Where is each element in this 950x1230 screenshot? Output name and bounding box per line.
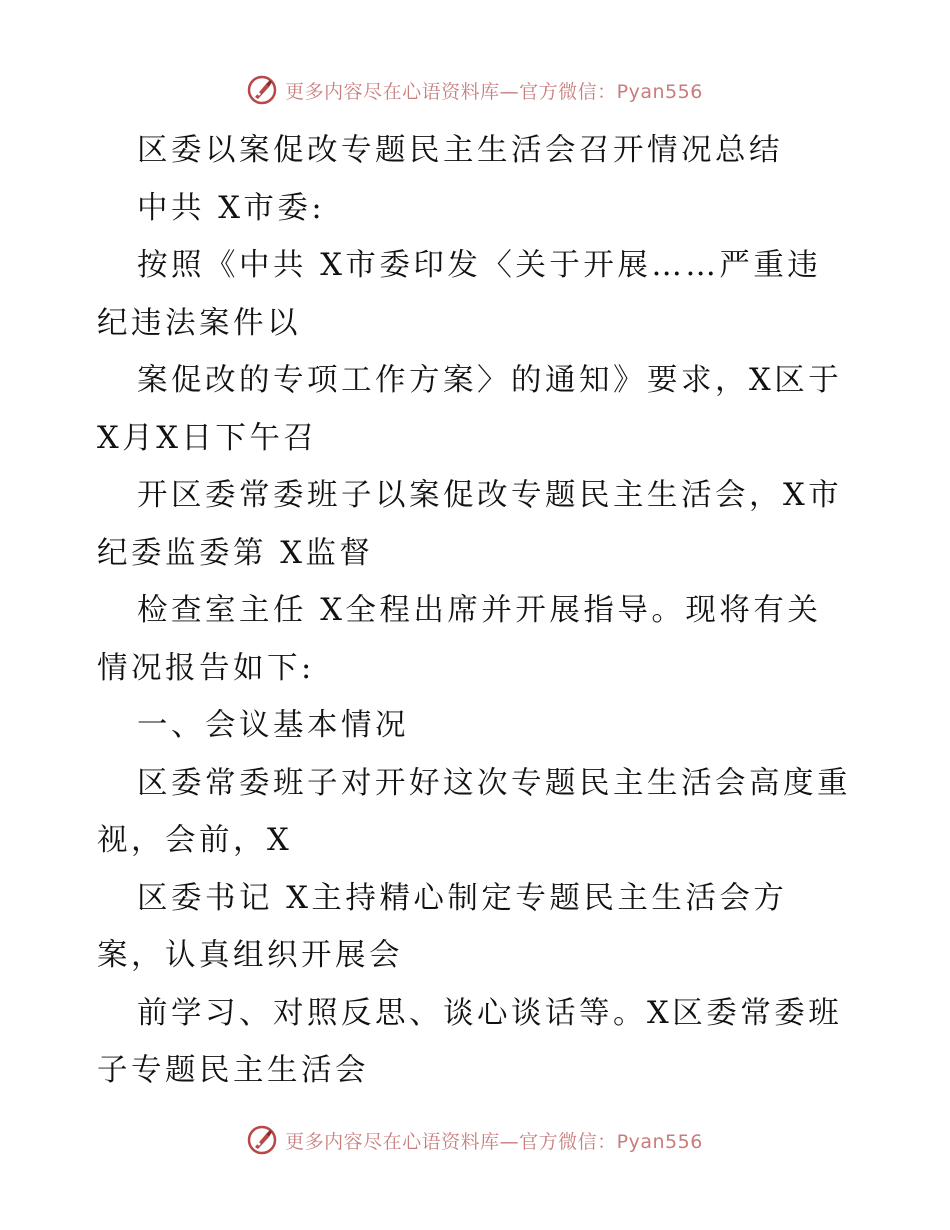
section-heading: 一、会议基本情况 (137, 708, 409, 743)
paragraph-line: 纪委监委第 X监督 (97, 535, 374, 571)
paragraph-line: 案促改的专项工作方案〉的通知》要求，X区于 (137, 363, 843, 398)
paragraph-line: 前学习、对照反思、谈心谈话等。X区委常委班 (137, 995, 843, 1031)
paragraph-line: 区委常委班子对开好这次专题民主生活会高度重 (137, 765, 851, 801)
paragraph-line: 区委书记 X主持精心制定专题民主生活会方 (137, 880, 788, 916)
salutation: 中共 X市委: (137, 190, 326, 226)
paragraph-line: 视，会前，X (97, 823, 293, 858)
document-body (97, 122, 857, 1100)
paragraph-line: 按照《中共 X市委印发〈关于开展……严重违 (137, 248, 822, 283)
watermark-text: 更多内容尽在心语资料库—官方微信：Pyan556 (285, 1130, 703, 1153)
paragraph-line: 情况报告如下: (97, 650, 315, 686)
pen-nib-logo-icon (247, 75, 277, 105)
paragraph-line: 开区委常委班子以案促改专题民主生活会，X市 (137, 478, 843, 513)
paragraph-line: 纪违法案件以 (97, 305, 301, 341)
pen-nib-logo-icon (247, 1125, 277, 1155)
footer-watermark (0, 1120, 950, 1160)
document-title: 区委以案促改专题民主生活会召开情况总结 (137, 133, 783, 168)
header-watermark (0, 70, 950, 110)
paragraph-line: 检查室主任 X全程出席并开展指导。现将有关 (137, 593, 822, 628)
paragraph-line: 案，认真组织开展会 (97, 938, 403, 973)
paragraph-line: X月X日下午召 (97, 420, 318, 456)
paragraph-line: 子专题民主生活会 (97, 1053, 369, 1088)
watermark-text: 更多内容尽在心语资料库—官方微信：Pyan556 (285, 80, 703, 103)
